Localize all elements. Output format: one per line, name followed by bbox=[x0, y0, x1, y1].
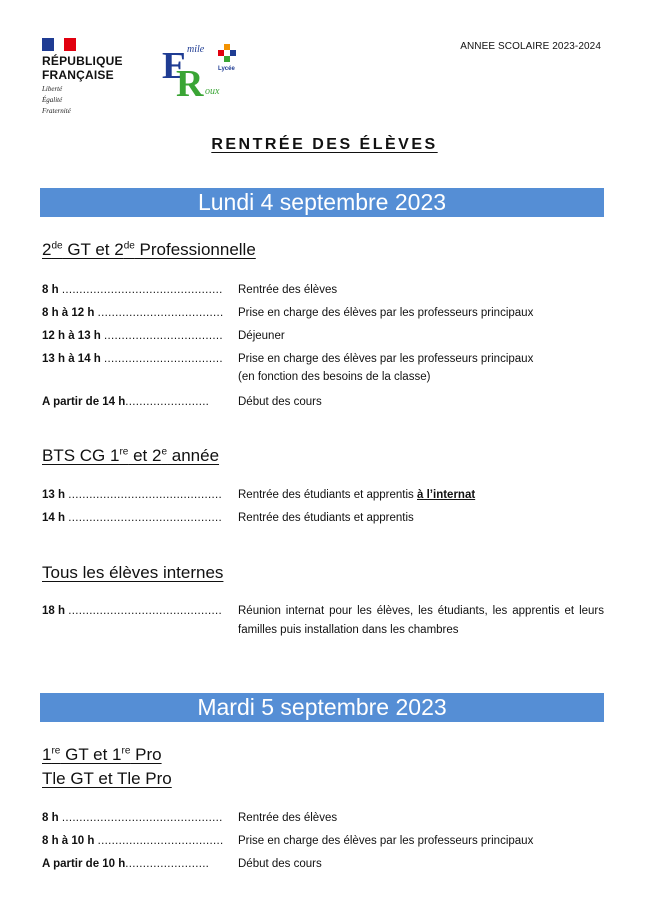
republique-francaise-logo bbox=[42, 38, 152, 115]
republique-line: RÉPUBLIQUE bbox=[42, 54, 123, 68]
section-title-bts: BTS CG 1re et 2e année bbox=[42, 446, 220, 465]
section-title-2nde: 2de GT et 2de Professionnelle bbox=[42, 240, 256, 259]
section-title-1re: 1re GT et 1re Pro bbox=[42, 745, 162, 764]
day-banner-tuesday: Mardi 5 septembre 2023 bbox=[40, 693, 604, 722]
logo-letter-e: E bbox=[162, 45, 188, 87]
motto-fraternite: Fraternité bbox=[42, 107, 71, 115]
motto-liberte: Liberté bbox=[42, 85, 63, 93]
page-title: RENTRÉE DES ÉLÈVES bbox=[211, 136, 438, 153]
internat-emphasis: à l’internat bbox=[417, 489, 476, 501]
logo-square-green-icon bbox=[224, 56, 230, 62]
logo-roux-text: oux bbox=[205, 86, 220, 97]
lycee-emile-roux-logo bbox=[160, 40, 240, 105]
logo-lycee-text: Lycée bbox=[218, 66, 235, 72]
logo-letter-r: R bbox=[176, 63, 204, 105]
day-banner-monday: Lundi 4 septembre 2023 bbox=[40, 188, 604, 217]
logo-square-blue-icon bbox=[230, 50, 236, 56]
motto-egalite: Égalité bbox=[42, 96, 63, 104]
francaise-line: FRANÇAISE bbox=[42, 68, 114, 82]
logo-emile-text: mile bbox=[187, 44, 205, 55]
french-flag-icon bbox=[42, 38, 76, 51]
section-title-internes: Tous les élèves internes bbox=[42, 563, 224, 582]
school-year: ANNEE SCOLAIRE 2023-2024 bbox=[460, 41, 601, 52]
section-title-tle: Tle GT et Tle Pro bbox=[42, 769, 172, 788]
